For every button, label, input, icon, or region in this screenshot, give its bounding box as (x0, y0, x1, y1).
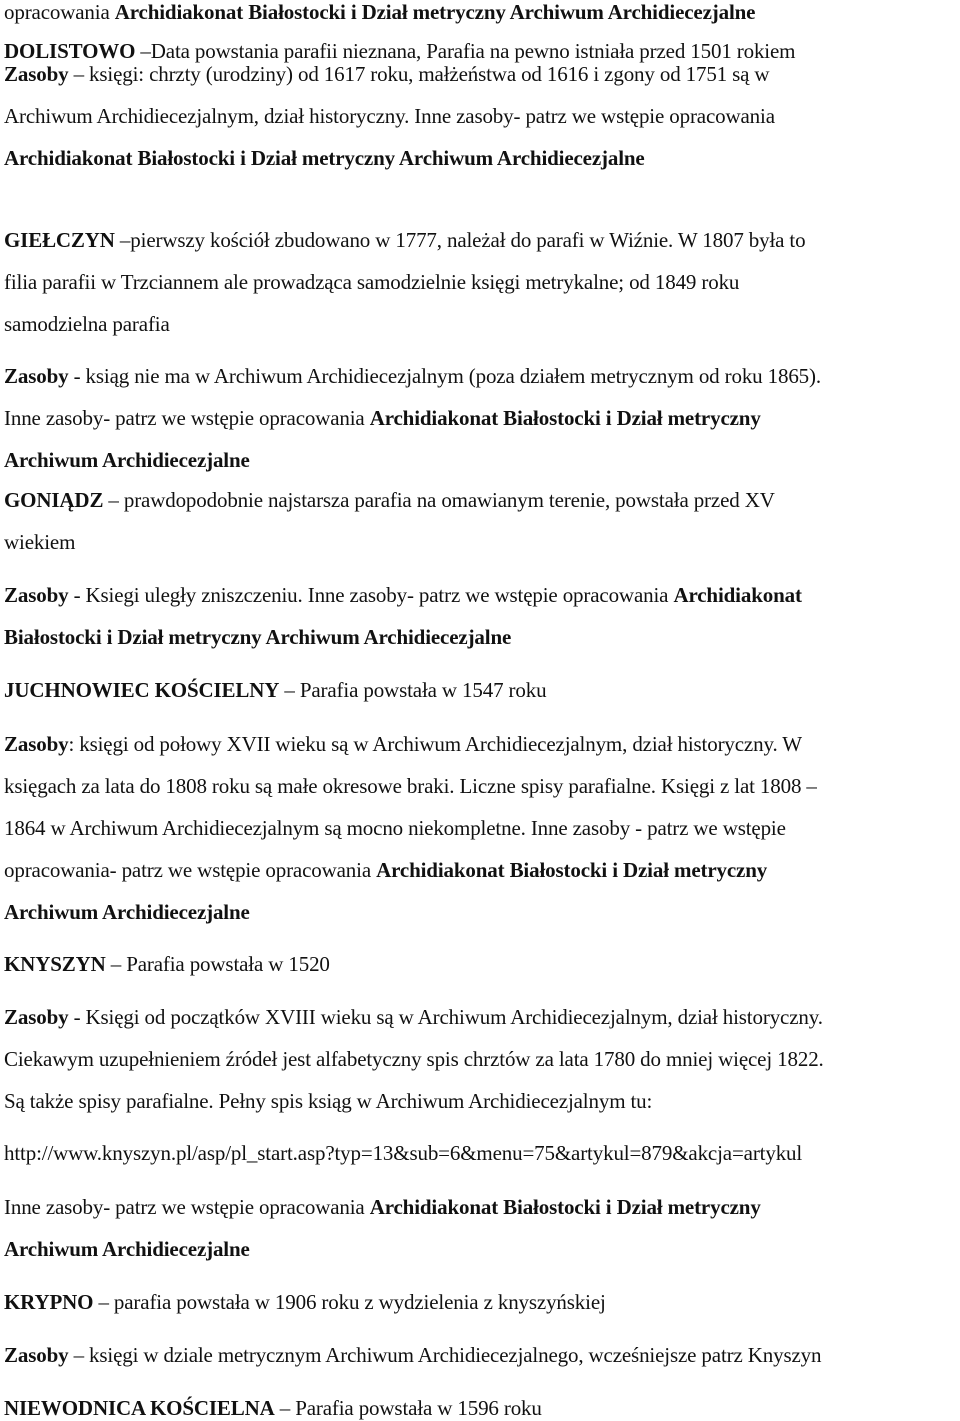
bold-text: NIEWODNICA KOŚCIELNA (4, 1396, 275, 1420)
bold-text: KNYSZYN (4, 952, 106, 976)
text-line (4, 1089, 652, 1113)
text-run: – Parafia powstała w 1520 (105, 952, 330, 976)
text-run: Są także spisy parafialne. Pełny spis ksiąg w Archiwum Archidiecezjalnym tu: (4, 1089, 653, 1113)
text-line (4, 1005, 823, 1029)
text-line (4, 1195, 761, 1219)
bold-text: Archidiakonat Białostocki i Dział metryczny (369, 1195, 761, 1219)
text-run: - Księgi od początków XVIII wieku są w Archiwum Archidiecezjalnym, dział historyczny. (68, 1005, 823, 1029)
text-run: –pierwszy kościół zbudowano w 1777, należał do parafi w Wiźnie. W 1807 była to (114, 228, 806, 252)
text-line (4, 858, 767, 882)
bold-text: Archiwum Archidiecezjalne (4, 1237, 250, 1261)
bold-text: Archidiakonat (673, 583, 802, 607)
bold-text: Archidiakonat Białostocki i Dział metryczny Archiwum Archidiecezjalne (4, 146, 645, 170)
bold-text: KRYPNO (4, 1290, 94, 1314)
text-run: – Parafia powstała w 1596 roku (274, 1396, 542, 1420)
text-run: Inne zasoby- patrz we wstępie opracowania (4, 406, 370, 430)
bold-text: Zasoby (4, 1343, 69, 1367)
text-line (4, 448, 250, 472)
text-line (4, 900, 250, 924)
text-line (4, 1141, 802, 1165)
text-line (4, 774, 817, 798)
text-line (4, 1396, 542, 1420)
text-line (4, 1237, 250, 1261)
text-line (4, 952, 330, 976)
bold-text: Białostocki i Dział metryczny Archiwum Archidiecezjalne (4, 625, 512, 649)
text-run: http://www.knyszyn.pl/asp/pl_start.asp?typ=13&sub=6&menu=75&artykul=879&akcja=artykul (4, 1141, 803, 1165)
text-line (4, 625, 511, 649)
text-line (4, 406, 761, 430)
bold-text: Zasoby (4, 62, 69, 86)
bold-text: Archidiakonat Białostocki i Dział metryczny (369, 406, 761, 430)
text-run: –Data powstania parafii nieznana, Parafia na pewno istniała przed 1501 rokiem (140, 39, 796, 63)
text-run: wiekiem (4, 530, 76, 554)
text-run: - ksiąg nie ma w Archiwum Archidiecezjalnym (poza działem metrycznym od roku 1865). (68, 364, 821, 388)
text-line (4, 530, 75, 554)
text-line (4, 270, 739, 294)
bold-text: JUCHNOWIEC KOŚCIELNY (4, 678, 280, 702)
text-run: 1864 w Archiwum Archidiecezjalnym są mocno niekompletne. Inne zasoby - patrz we wstępie (4, 816, 786, 840)
bold-text: Zasoby (4, 1005, 69, 1029)
text-line (4, 364, 821, 388)
text-line (4, 312, 170, 336)
text-line (4, 583, 802, 607)
text-line (4, 1290, 606, 1314)
text-run: księgach za lata do 1808 roku są małe okresowe braki. Liczne spisy parafialne. Księgi z lat 1808 – (4, 774, 817, 798)
text-line (4, 488, 775, 512)
text-run: opracowania- patrz we wstępie opracowania (4, 858, 377, 882)
bold-text: DOLISTOWO (4, 39, 141, 63)
text-run: filia parafii w Trzciannem ale prowadząca samodzielnie księgi metrykalne; od 1849 roku (4, 270, 740, 294)
text-run: – księgi w dziale metrycznym Archiwum Archidiecezjalnego, wcześniejsze patrz Knyszyn (68, 1343, 822, 1367)
bold-text: Archidiakonat Białostocki i Dział metryczny (376, 858, 768, 882)
text-line (4, 39, 795, 63)
bold-text: Zasoby (4, 732, 69, 756)
text-run: – prawdopodobnie najstarsza parafia na omawianym terenie, powstała przed XV (103, 488, 775, 512)
text-run: – księgi: chrzty (urodziny) od 1617 roku, małżeństwa od 1616 i zgony od 1751 są w (68, 62, 770, 86)
bold-text: Zasoby (4, 364, 69, 388)
text-line (4, 1343, 821, 1367)
text-run: Inne zasoby- patrz we wstępie opracowania (4, 1195, 370, 1219)
text-line (4, 104, 775, 128)
text-run: - Ksiegi uległy zniszczeniu. Inne zasoby- patrz we wstępie opracowania (68, 583, 674, 607)
bold-text: Zasoby (4, 583, 69, 607)
text-run: opracowania (4, 0, 115, 24)
text-line (4, 62, 769, 86)
text-line (4, 732, 802, 756)
text-line (4, 1047, 824, 1071)
bold-text: GONIĄDZ (4, 488, 104, 512)
bold-text: GIEŁCZYN (4, 228, 115, 252)
bold-text: Archiwum Archidiecezjalne (4, 900, 250, 924)
bold-text: Archidiakonat Białostocki i Dział metryczny Archiwum Archidiecezjalne (114, 0, 756, 24)
bold-text: Archiwum Archidiecezjalne (4, 448, 250, 472)
text-line (4, 228, 805, 252)
text-run: Archiwum Archidiecezjalnym, dział historyczny. Inne zasoby- patrz we wstępie opracowania (4, 104, 775, 128)
text-run: : księgi od połowy XVII wieku są w Archiwum Archidiecezjalnym, dział historyczny. W (68, 732, 802, 756)
text-line (4, 678, 546, 702)
text-run: – parafia powstała w 1906 roku z wydzielenia z knyszyńskiej (93, 1290, 606, 1314)
text-line (4, 816, 786, 840)
text-line (4, 146, 645, 170)
text-run: Ciekawym uzupełnieniem źródeł jest alfabetyczny spis chrztów za lata 1780 do mniej więcej 1822. (4, 1047, 824, 1071)
text-run: – Parafia powstała w 1547 roku (279, 678, 547, 702)
text-line (4, 0, 755, 24)
text-run: samodzielna parafia (4, 312, 170, 336)
